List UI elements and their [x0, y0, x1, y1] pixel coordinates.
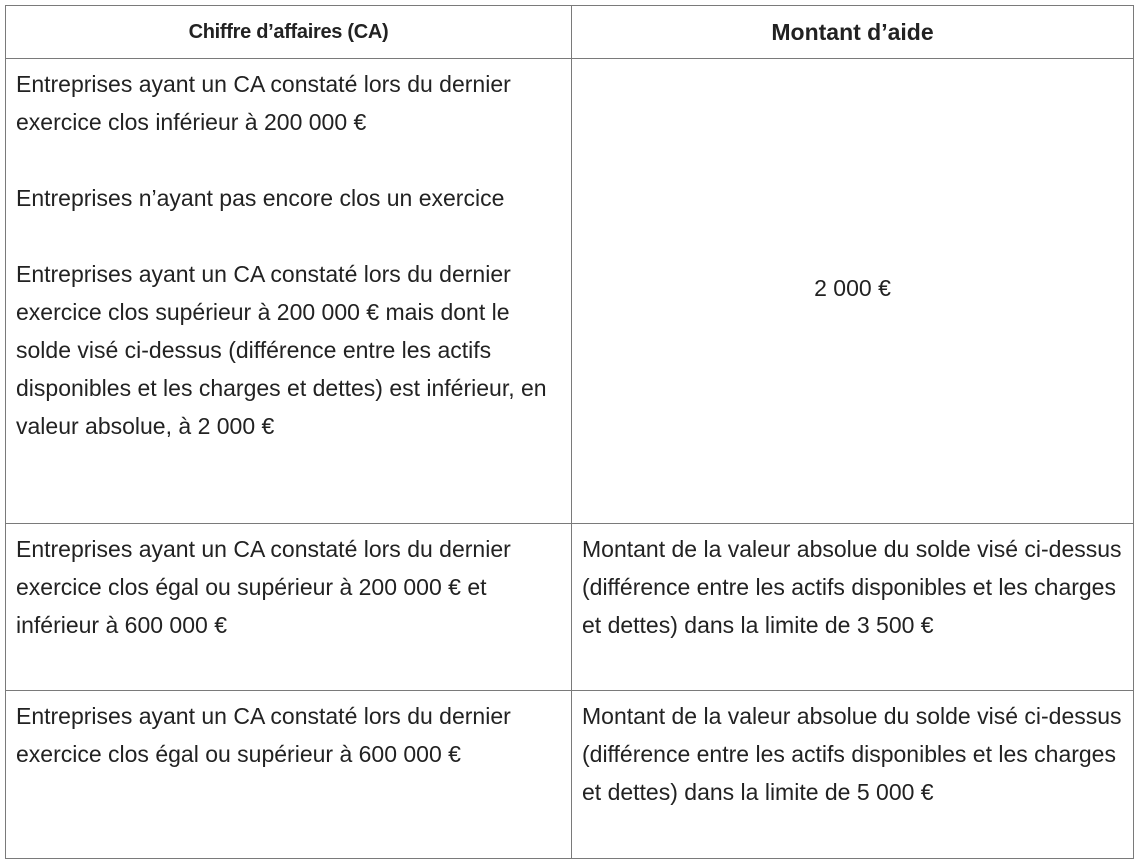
ca-text: Entreprises ayant un CA constaté lors du dernier exercice clos supérieur à 200 000 € mais dont le solde visé ci-dessus (différence entre les actifs disponibles et les charges et dettes) est inférieur, en valeur absolue, à 2 000 € — [16, 261, 547, 439]
montant-cell: Montant de la valeur absolue du solde visé ci-dessus (différence entre les actifs disponibles et les charges et dettes) dans la limite de 5 000 € — [572, 691, 1134, 859]
header-row — [6, 6, 1134, 59]
ca-text: Entreprises ayant un CA constaté lors du dernier exercice clos inférieur à 200 000 € — [16, 71, 511, 135]
header-montant-aide: Montant d’aide — [572, 6, 1134, 59]
montant-cell: 2 000 € — [572, 59, 1134, 524]
table-row — [6, 691, 1134, 859]
table-row — [6, 59, 1134, 524]
ca-cell: Entreprises ayant un CA constaté lors du dernier exercice clos égal ou supérieur à 600 000 € — [6, 691, 572, 859]
ca-cell: Entreprises ayant un CA constaté lors du dernier exercice clos égal ou supérieur à 200 000 € et inférieur à 600 000 € — [6, 524, 572, 691]
header-chiffre-affaires: Chiffre d’affaires (CA) — [6, 6, 572, 59]
ca-cell — [6, 59, 572, 524]
aid-table — [5, 5, 1134, 859]
ca-text: Entreprises n’ayant pas encore clos un exercice — [16, 185, 505, 211]
montant-cell: Montant de la valeur absolue du solde visé ci-dessus (différence entre les actifs disponibles et les charges et dettes) dans la limite de 3 500 € — [572, 524, 1134, 691]
table-row — [6, 524, 1134, 691]
